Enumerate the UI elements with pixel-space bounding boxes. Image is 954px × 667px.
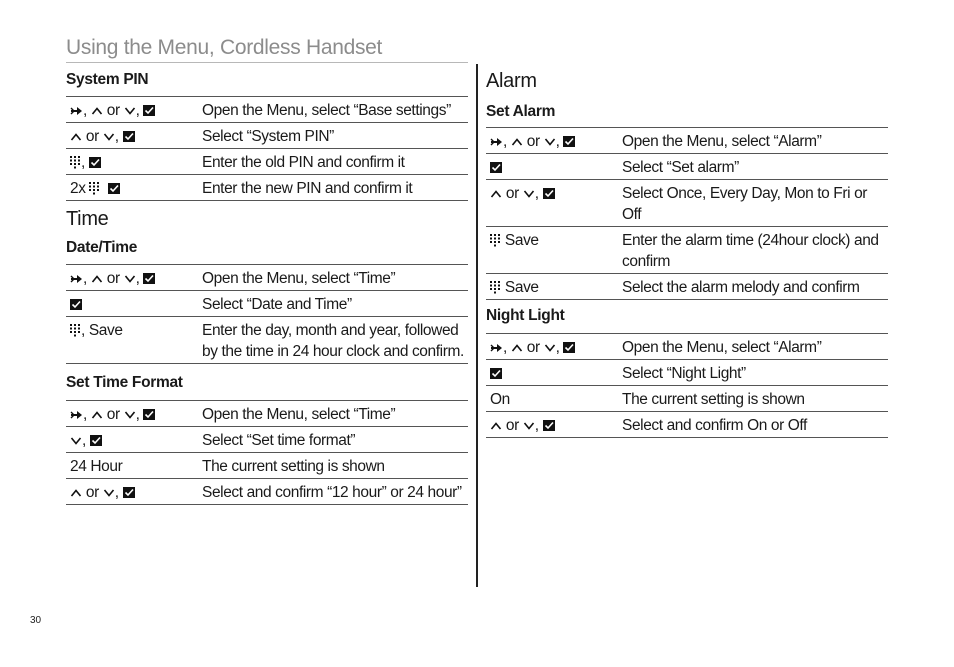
row-description: Open the Menu, select “Alarm” (622, 339, 822, 356)
table-row (66, 401, 468, 427)
key-sequence (66, 291, 198, 317)
seq-text: Save (501, 279, 539, 296)
up-arrow-icon (490, 189, 502, 199)
table-row (486, 274, 888, 300)
row-description: Select “Set time format” (202, 432, 356, 449)
row-description: Enter the day, month and year, followed by the time in 24 hour clock and confirm. (202, 322, 464, 360)
row-description: The current setting is shown (202, 458, 385, 475)
up-arrow-icon (70, 132, 82, 142)
table-row (486, 360, 888, 386)
seq-text: , (83, 102, 91, 119)
row-description: Open the Menu, select “Time” (202, 406, 396, 423)
keypad-icon (490, 234, 501, 247)
menu-arrow-icon (70, 410, 83, 420)
key-sequence (66, 123, 198, 149)
seq-text: , (135, 270, 144, 287)
table-row (66, 123, 468, 149)
ok-checkbox-icon (90, 435, 102, 446)
seq-text: or (82, 484, 103, 501)
key-sequence (486, 154, 618, 180)
seq-text: or (502, 417, 523, 434)
up-arrow-icon (91, 106, 103, 116)
section-night-light-title: Night Light (486, 307, 565, 324)
night-light-table (486, 333, 888, 438)
table-row (66, 427, 468, 453)
up-arrow-icon (91, 410, 103, 420)
up-arrow-icon (70, 488, 82, 498)
seq-text: , (135, 102, 144, 119)
row-description: Enter the new PIN and confirm it (202, 180, 413, 197)
section-time-title: Time (66, 208, 109, 230)
key-sequence (66, 479, 198, 505)
seq-text: , (83, 270, 91, 287)
seq-text: , (534, 185, 543, 202)
seq-text: , (81, 154, 89, 171)
table-row (486, 128, 888, 154)
key-sequence (486, 128, 618, 154)
ok-checkbox-icon (563, 136, 575, 147)
down-arrow-icon (544, 137, 556, 147)
keypad-icon (70, 156, 81, 169)
row-description: Open the Menu, select “Base settings” (202, 102, 451, 119)
ok-checkbox-icon (89, 157, 101, 168)
key-sequence (66, 175, 198, 201)
down-arrow-icon (544, 343, 556, 353)
table-row (486, 386, 888, 412)
key-sequence (66, 97, 198, 123)
seq-text: Save (501, 232, 539, 249)
row-description: The current setting is shown (622, 391, 805, 408)
seq-text: 2x (70, 180, 90, 197)
seq-text: or (522, 339, 544, 356)
row-description: Enter the alarm time (24hour clock) and confirm (622, 232, 879, 270)
keypad-icon (70, 324, 81, 337)
right-column (486, 70, 888, 438)
ok-checkbox-icon (70, 299, 82, 310)
date-time-table (66, 264, 468, 364)
row-description: Select “Night Light” (622, 365, 746, 382)
up-arrow-icon (511, 343, 523, 353)
ok-checkbox-icon (123, 131, 135, 142)
ok-checkbox-icon (123, 487, 135, 498)
page-title: Using the Menu, Cordless Handset (66, 36, 468, 63)
down-arrow-icon (124, 274, 136, 284)
seq-text: or (102, 406, 124, 423)
page-number: 30 (30, 615, 42, 626)
table-row (486, 154, 888, 180)
table-row (66, 175, 468, 201)
down-arrow-icon (124, 410, 136, 420)
key-sequence (66, 265, 198, 291)
key-sequence (486, 412, 618, 438)
column-divider (476, 64, 478, 587)
seq-text: , (555, 339, 564, 356)
row-description: Select and confirm “12 hour” or 24 hour” (202, 484, 462, 501)
key-sequence (66, 401, 198, 427)
row-description: Select “System PIN” (202, 128, 334, 145)
table-row (486, 412, 888, 438)
seq-text: , (503, 133, 511, 150)
table-row (486, 180, 888, 227)
ok-checkbox-icon (543, 188, 555, 199)
up-arrow-icon (511, 137, 523, 147)
row-description: Select and confirm On or Off (622, 417, 807, 434)
seq-text: or (522, 133, 544, 150)
menu-arrow-icon (70, 106, 83, 116)
ok-checkbox-icon (143, 409, 155, 420)
seq-text: , (83, 406, 91, 423)
seq-text: or (502, 185, 523, 202)
key-sequence: 24 Hour (70, 458, 123, 475)
row-description: Open the Menu, select “Time” (202, 270, 396, 287)
section-set-time-format-title: Set Time Format (66, 374, 183, 391)
table-row (66, 453, 468, 479)
key-sequence (66, 427, 198, 453)
down-arrow-icon (124, 106, 136, 116)
keypad-icon (490, 281, 501, 294)
key-sequence (486, 334, 618, 360)
set-alarm-table (486, 127, 888, 300)
seq-text: , (114, 484, 123, 501)
menu-arrow-icon (70, 274, 83, 284)
table-row (486, 227, 888, 274)
down-arrow-icon (70, 436, 82, 446)
table-row (486, 334, 888, 360)
down-arrow-icon (103, 488, 115, 498)
seq-text: , (503, 339, 511, 356)
row-description: Enter the old PIN and confirm it (202, 154, 405, 171)
seq-text: , (114, 128, 123, 145)
system-pin-table (66, 96, 468, 201)
menu-arrow-icon (490, 137, 503, 147)
table-row (66, 265, 468, 291)
section-date-time-title: Date/Time (66, 239, 138, 256)
table-row (66, 97, 468, 123)
seq-text: , (82, 432, 90, 449)
section-system-pin-title: System PIN (66, 71, 149, 88)
seq-text: , (534, 417, 543, 434)
key-sequence: On (490, 391, 510, 408)
seq-text: or (102, 270, 124, 287)
seq-text: , (135, 406, 144, 423)
row-description: Open the Menu, select “Alarm” (622, 133, 822, 150)
ok-checkbox-icon (143, 105, 155, 116)
key-sequence (486, 360, 618, 386)
up-arrow-icon (490, 421, 502, 431)
row-description: Select the alarm melody and confirm (622, 279, 860, 296)
key-sequence (486, 227, 618, 274)
left-column (66, 70, 468, 505)
up-arrow-icon (91, 274, 103, 284)
down-arrow-icon (523, 189, 535, 199)
key-sequence (486, 180, 618, 227)
row-description: Select “Set alarm” (622, 159, 739, 176)
seq-text: , Save (81, 322, 123, 339)
ok-checkbox-icon (490, 162, 502, 173)
section-alarm-title: Alarm (486, 70, 537, 92)
ok-checkbox-icon (143, 273, 155, 284)
set-time-format-table (66, 400, 468, 505)
row-description: Select Once, Every Day, Mon to Fri or Off (622, 185, 868, 223)
table-row (66, 317, 468, 364)
ok-checkbox-icon (490, 368, 502, 379)
row-description: Select “Date and Time” (202, 296, 352, 313)
section-set-alarm-title: Set Alarm (486, 103, 556, 120)
down-arrow-icon (523, 421, 535, 431)
ok-checkbox-icon (543, 420, 555, 431)
seq-text: , (555, 133, 564, 150)
table-row (66, 291, 468, 317)
seq-text: or (82, 128, 103, 145)
key-sequence (66, 317, 198, 364)
menu-arrow-icon (490, 343, 503, 353)
ok-checkbox-icon (563, 342, 575, 353)
key-sequence (66, 149, 198, 175)
table-row (66, 149, 468, 175)
table-row (66, 479, 468, 505)
key-sequence (486, 274, 618, 300)
keypad-icon (89, 182, 100, 195)
seq-text: or (102, 102, 124, 119)
ok-checkbox-icon (108, 183, 120, 194)
down-arrow-icon (103, 132, 115, 142)
